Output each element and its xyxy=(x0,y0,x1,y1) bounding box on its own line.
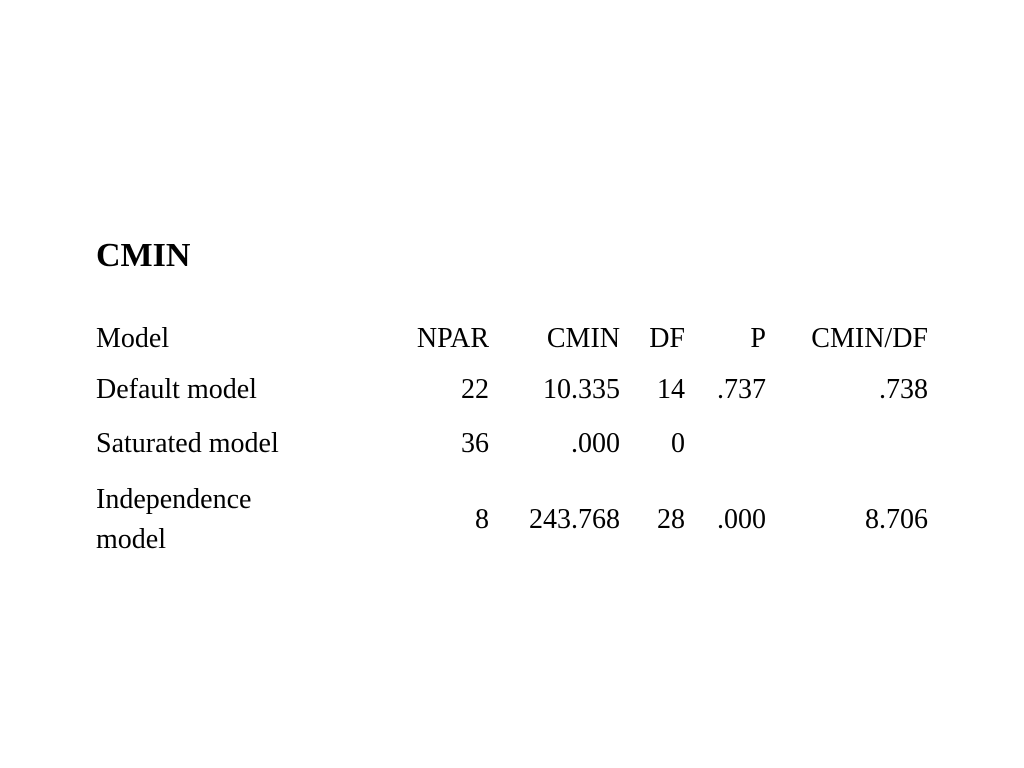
row-npar: 36 xyxy=(461,428,489,459)
header-cmin: CMIN xyxy=(546,323,620,354)
table-header-row xyxy=(96,314,928,364)
row-npar: 22 xyxy=(461,374,489,405)
row-p: .000 xyxy=(717,504,766,535)
page-title: CMIN xyxy=(96,237,191,274)
row-model-name: Default model xyxy=(96,374,257,405)
row-df: 0 xyxy=(671,428,685,459)
row-cmin-df xyxy=(766,416,928,472)
row-model-label: Independence model xyxy=(96,484,252,555)
row-model-name xyxy=(96,472,388,568)
row-cmin: 10.335 xyxy=(543,374,620,405)
header-df: DF xyxy=(649,323,685,354)
header-npar: NPAR xyxy=(416,323,489,354)
header-p: P xyxy=(750,323,766,354)
table-row xyxy=(96,364,928,416)
table-row xyxy=(96,472,928,568)
row-cmin: .000 xyxy=(571,428,620,459)
row-npar: 8 xyxy=(475,504,489,535)
row-p: .737 xyxy=(717,374,766,405)
row-model-name: Saturated model xyxy=(96,428,279,459)
row-p xyxy=(685,416,766,472)
cmin-table-container xyxy=(96,314,928,568)
header-model: Model xyxy=(96,323,170,354)
row-cmin: 243.768 xyxy=(529,504,620,535)
table-row xyxy=(96,416,928,472)
row-cmin-df: .738 xyxy=(879,374,928,405)
cmin-table xyxy=(96,314,928,568)
row-cmin-df: 8.706 xyxy=(865,504,928,535)
row-df: 14 xyxy=(657,374,685,405)
header-cmin-df: CMIN/DF xyxy=(811,323,928,354)
row-df: 28 xyxy=(657,504,685,535)
